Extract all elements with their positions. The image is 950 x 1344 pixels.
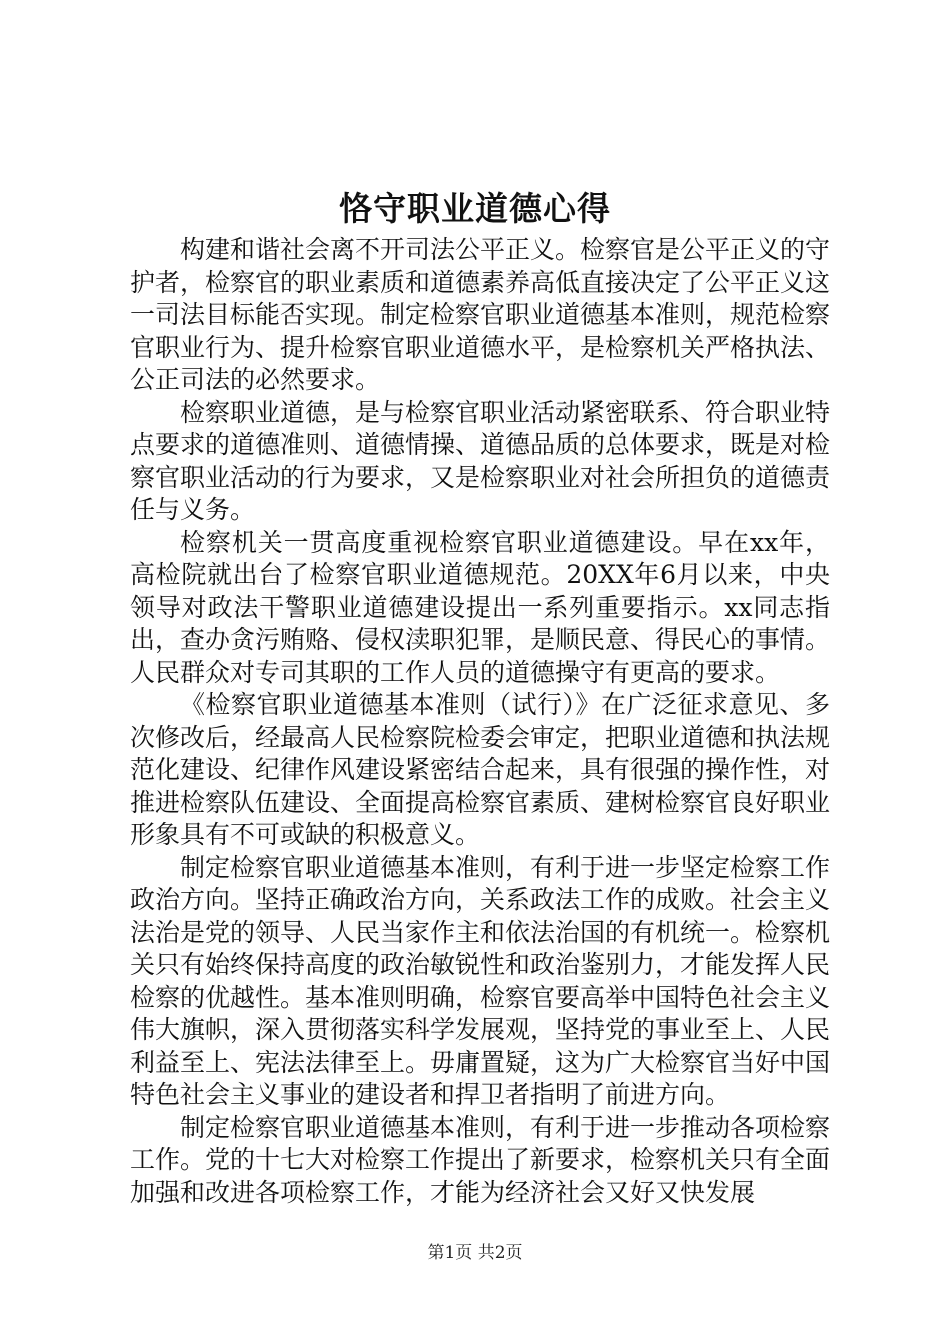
paragraph-5: 制定检察官职业道德基本准则，有利于进一步坚定检察工作政治方向。坚持正确政治方向，关系政法工作的成败。社会主义法治是党的领导、人民当家作主和依法治国的有机统一。检察机关只有始终保持高度的政治敏锐性和政治鉴别力，才能发挥人民检察的优越性。基本准则明确，检察官要高举中国特色社会主义伟大旗帜，深入贯彻落实科学发展观，坚持党的事业至上、人民利益至上、宪法法律至上。毋庸置疑，这为广大检察官当好中国特色社会主义事业的建设者和捍卫者指明了前进方向。 (130, 852, 831, 1109)
paragraph-4: 《检察官职业道德基本准则（试行）》在广泛征求意见、多次修改后，经最高人民检察院检委会审定，把职业道德和执法规范化建设、纪律作风建设紧密结合起来，具有很强的操作性，对推进检察队伍建设、全面提高检察官素质、建树检察官良好职业形象具有不可或缺的积极意义。 (130, 690, 831, 849)
document-body (130, 234, 830, 1209)
page-number-footer: 第1页 共2页 (427, 1243, 523, 1263)
paragraph-2: 检察职业道德，是与检察官职业活动紧密联系、符合职业特点要求的道德准则、道德情操、道德品质的总体要求，既是对检察官职业活动的行为要求，又是检察职业对社会所担负的道德责任与义务。 (130, 397, 831, 524)
paragraph-3: 检察机关一贯高度重视检察官职业道德建设。早在xx年，高检院就出台了检察官职业道德规范。20XX年6月以来，中央领导对政法干警职业道德建设提出一系列重要指示。xx同志指出，查办贪污贿赂、侵权渎职犯罪，是顺民意、得民心的事情。人民群众对专司其职的工作人员的道德操守有更高的要求。 (130, 527, 831, 687)
paragraph-1: 构建和谐社会离不开司法公平正义。检察官是公平正义的守护者，检察官的职业素质和道德素养高低直接决定了公平正义这一司法目标能否实现。制定检察官职业道德基本准则，规范检察官职业行为、提升检察官职业道德水平，是检察机关严格执法、公正司法的必然要求。 (130, 235, 831, 394)
paragraph-6: 制定检察官职业道德基本准则，有利于进一步推动各项检察工作。党的十七大对检察工作提出了新要求，检察机关只有全面加强和改进各项检察工作，才能为经济社会又好又快发展 (130, 1112, 831, 1207)
document-title: 恪守职业道德心得 (339, 189, 611, 228)
